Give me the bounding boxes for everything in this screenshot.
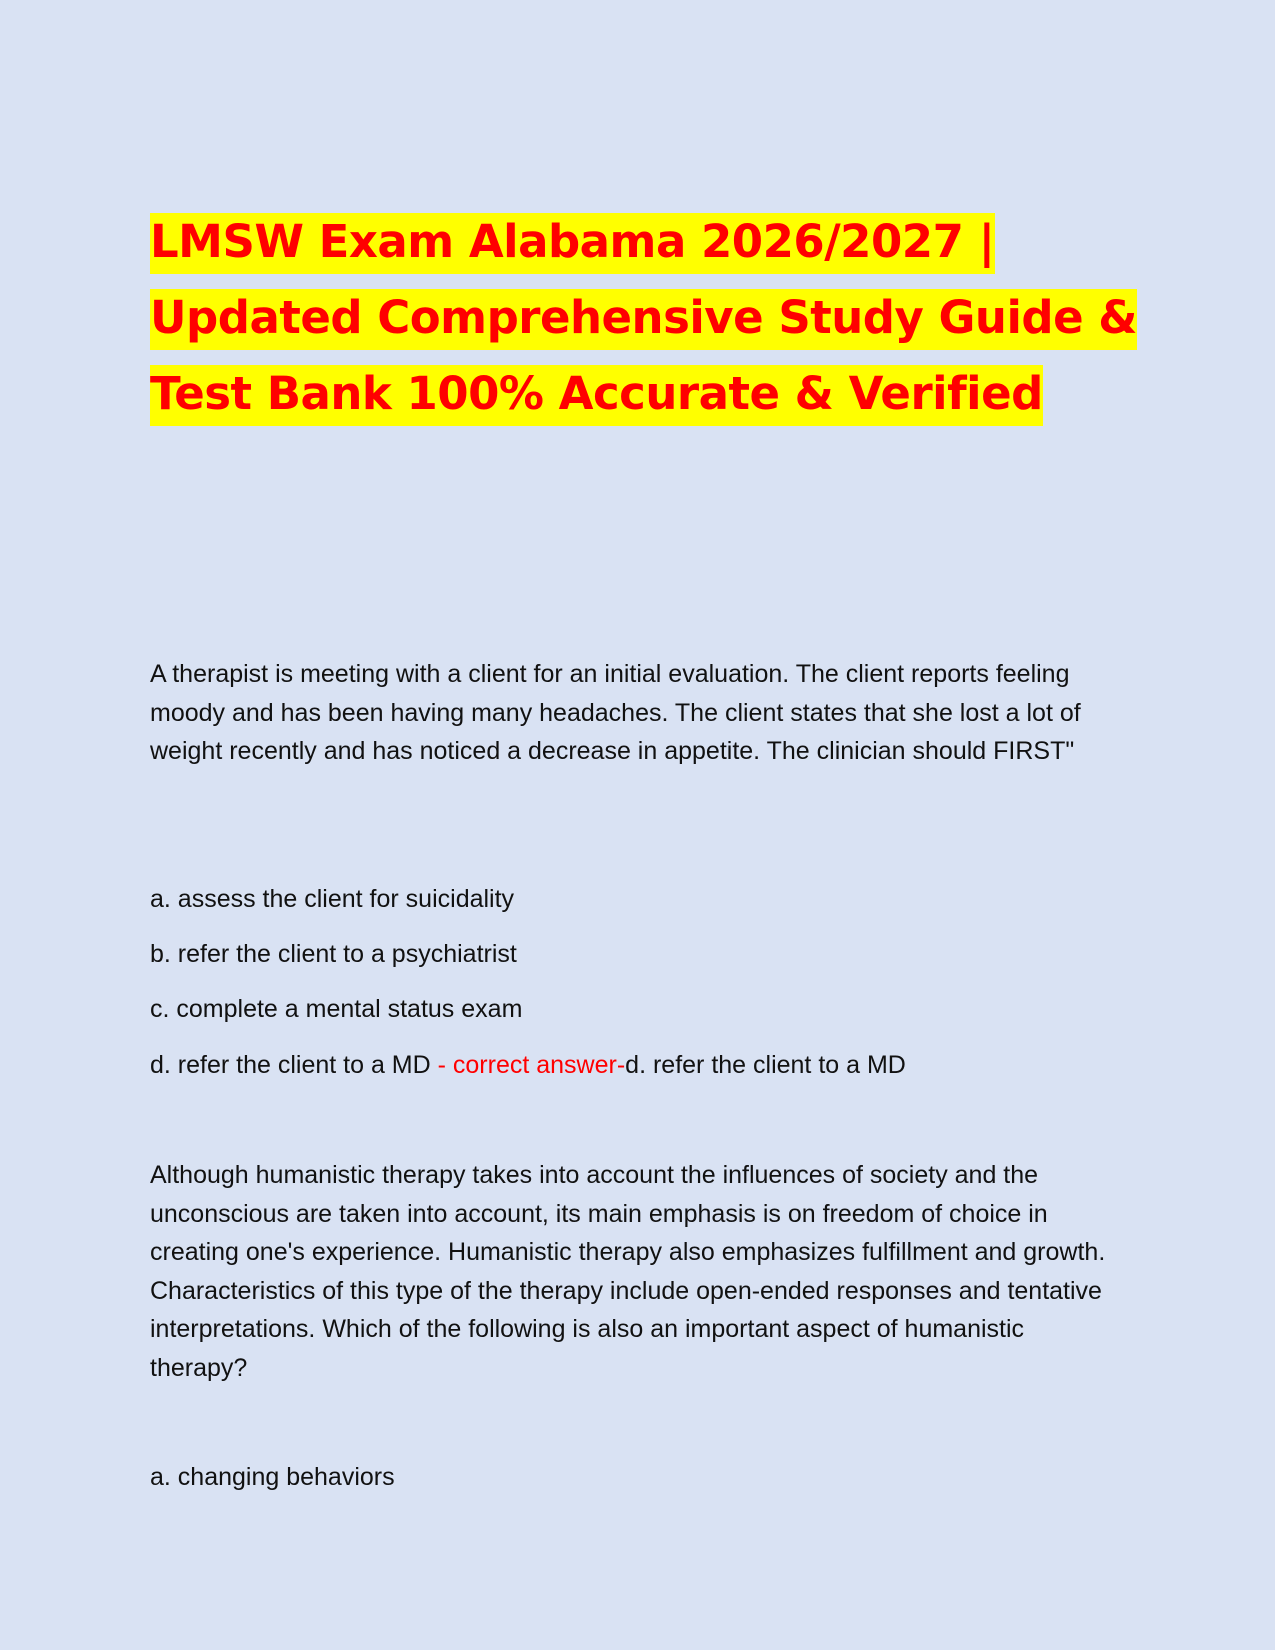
question-1-text: A therapist is meeting with a client for an initial evaluation. The client reports feeling moody and has been having many headaches. The client states that she lost a lot of weight recently and has noticed a decrease in appetite. The clinician should FIRST"	[150, 660, 1081, 765]
question-2-option-a: a. changing behaviors	[150, 1463, 395, 1491]
question-2-text: Although humanistic therapy takes into account the influences of society and the unconscious are taken into account, its main emphasis is on freedom of choice in creating one's experience. Humanistic therapy also emphasizes fulfillment and growth. Characteristics of this type of the therapy include open-ended responses and tentative interpretations. Which of the following is also an important aspect of humanistic therapy?	[150, 1161, 1106, 1382]
document-title	[150, 204, 1150, 432]
question-1-option-b: b. refer the client to a psychiatrist	[150, 940, 517, 968]
question-1-option-a: a. assess the client for suicidality	[150, 885, 515, 913]
question-1-option-d-text: d. refer the client to a MD	[150, 1051, 438, 1079]
question-1-option-d	[150, 1049, 906, 1081]
correct-answer-marker: - correct answer-	[437, 1051, 626, 1079]
question-1-option-c: c. complete a mental status exam	[150, 995, 523, 1023]
question-1-correct-answer: d. refer the client to a MD	[625, 1051, 906, 1079]
document-title-text: LMSW Exam Alabama 2026/2027 | Updated Comprehensive Study Guide & Test Bank 100% Accurate & Verified	[150, 213, 1137, 426]
